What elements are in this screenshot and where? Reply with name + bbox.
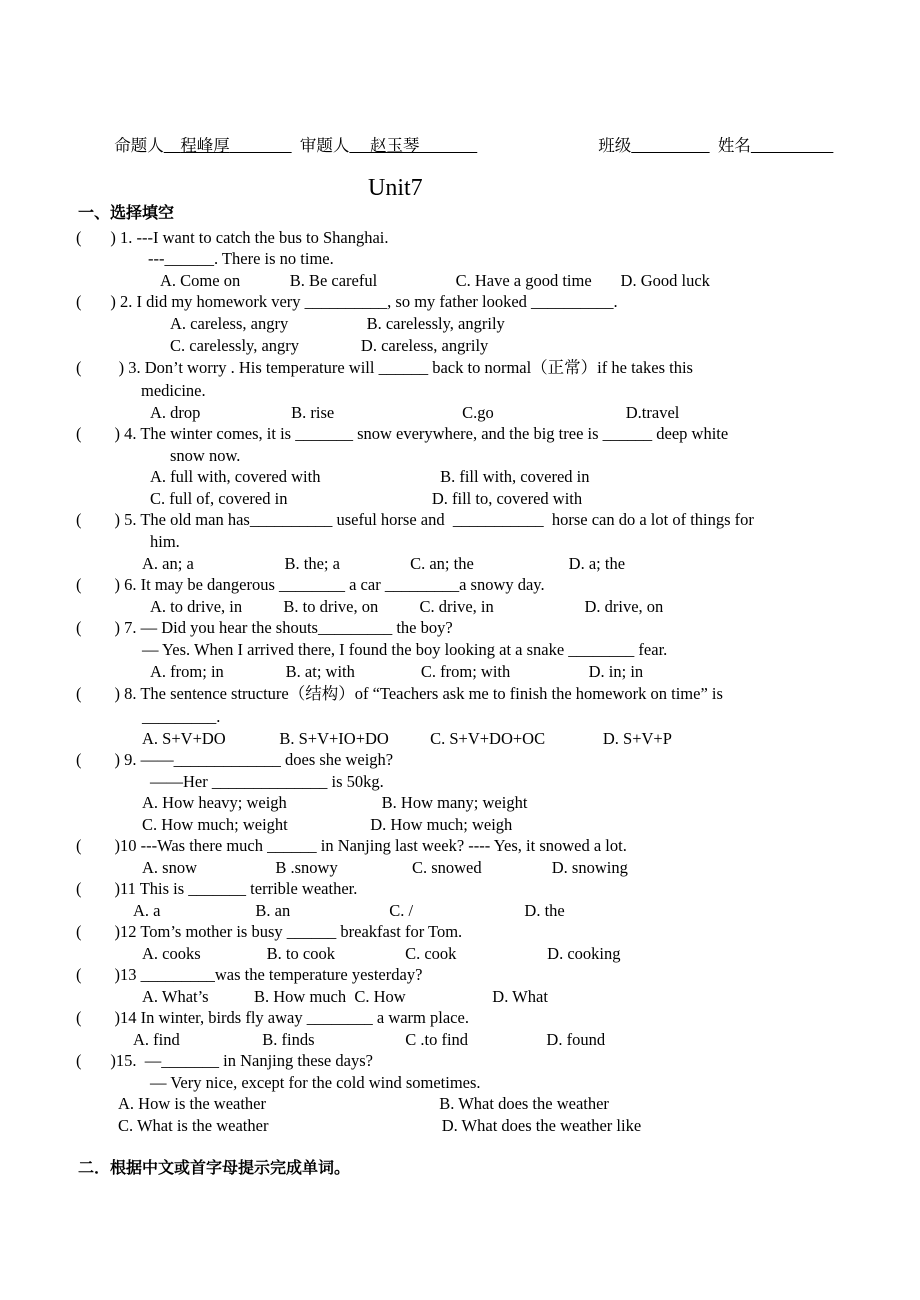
setter-label: 命题人 bbox=[114, 136, 164, 155]
question-5-options: A. an; a B. the; a C. an; the D. a; the bbox=[142, 554, 626, 573]
setter-name: 程峰厚 bbox=[180, 136, 230, 155]
reviewer-name-field bbox=[349, 136, 477, 155]
question-8-cont: _________. bbox=[142, 707, 221, 726]
question-8-options: A. S+V+DO B. S+V+IO+DO C. S+V+DO+OC D. S+V+P bbox=[142, 729, 672, 748]
question-8: ( ) 8. The sentence structure（结构）of “Teachers ask me to finish the homework on time” is bbox=[76, 684, 723, 703]
question-4-options-b: C. full of, covered in D. fill to, covered with bbox=[150, 489, 583, 508]
question-9-reply: ——Her ______________ is 50kg. bbox=[150, 772, 384, 791]
question-1: ( ) 1. ---I want to catch the bus to Shanghai. bbox=[76, 228, 389, 247]
section-2-heading-text: 二．根据中文或首字母提示完成单词。 bbox=[78, 1160, 351, 1177]
question-3: ( ) 3. Don’t worry . His temperature will ______ back to normal（正常）if he takes this bbox=[76, 358, 693, 377]
question-11-options: A. a B. an C. / D. the bbox=[133, 901, 565, 920]
name-field[interactable] bbox=[751, 136, 834, 155]
question-9-options-b: C. How much; weight D. How much; weigh bbox=[142, 815, 513, 834]
question-9-options-a: A. How heavy; weigh B. How many; weight bbox=[142, 793, 528, 812]
question-2-options-a: A. careless, angry B. carelessly, angrily bbox=[170, 314, 505, 333]
question-11: ( )11 This is _______ terrible weather. bbox=[76, 879, 358, 898]
question-2: ( ) 2. I did my homework very __________, so my father looked __________. bbox=[76, 292, 618, 311]
question-4: ( ) 4. The winter comes, it is _______ snow everywhere, and the big tree is ______ deep white bbox=[76, 424, 729, 443]
question-14: ( )14 In winter, birds fly away ________ a warm place. bbox=[76, 1008, 469, 1027]
class-field[interactable] bbox=[631, 136, 709, 155]
question-9: ( ) 9. ——_____________ does she weigh? bbox=[76, 750, 394, 769]
question-5: ( ) 5. The old man has__________ useful horse and ___________ horse can do a lot of things for bbox=[76, 510, 754, 529]
question-14-options: A. find B. finds C .to find D. found bbox=[133, 1030, 606, 1049]
question-15-reply: — Very nice, except for the cold wind sometimes. bbox=[150, 1073, 481, 1092]
question-1-options: A. Come on B. Be careful C. Have a good time D. Good luck bbox=[160, 271, 710, 290]
section-1-heading: 一、选择填空 bbox=[78, 205, 175, 222]
question-10: ( )10 ---Was there much ______ in Nanjing last week? ---- Yes, it snowed a lot. bbox=[76, 836, 627, 855]
page-title: Unit7 bbox=[368, 175, 423, 201]
question-6: ( ) 6. It may be dangerous ________ a car _________a snowy day. bbox=[76, 575, 545, 594]
question-13: ( )13 _________was the temperature yesterday? bbox=[76, 965, 423, 984]
reviewer-name: 赵玉琴 bbox=[370, 136, 420, 155]
reviewer-label: 审题人 bbox=[299, 136, 350, 155]
question-7-options: A. from; in B. at; with C. from; with D. in; in bbox=[150, 662, 644, 681]
exam-header bbox=[106, 116, 477, 156]
question-15: ( )15. —_______ in Nanjing these days? bbox=[76, 1051, 373, 1070]
question-6-options: A. to drive, in B. to drive, on C. drive, in D. drive, on bbox=[150, 597, 664, 616]
setter-name-field bbox=[164, 136, 292, 155]
question-4-options-a: A. full with, covered with B. fill with, covered in bbox=[150, 467, 590, 486]
section-2-heading bbox=[78, 1159, 350, 1179]
question-12: ( )12 Tom’s mother is busy ______ breakfast for Tom. bbox=[76, 922, 463, 941]
question-12-options: A. cooks B. to cook C. cook D. cooking bbox=[142, 944, 621, 963]
question-7-reply: — Yes. When I arrived there, I found the boy looking at a snake ________ fear. bbox=[142, 640, 668, 659]
question-2-options-b: C. carelessly, angry D. careless, angrily bbox=[170, 336, 489, 355]
question-3-options: A. drop B. rise C.go D.travel bbox=[150, 403, 680, 422]
name-label: 姓名 bbox=[717, 136, 751, 155]
question-15-options-b: C. What is the weather D. What does the weather like bbox=[118, 1116, 642, 1135]
student-info bbox=[590, 116, 833, 156]
question-10-options: A. snow B .snowy C. snowed D. snowing bbox=[142, 858, 628, 877]
question-4-cont: snow now. bbox=[170, 446, 241, 465]
question-15-options-a: A. How is the weather B. What does the weather bbox=[118, 1094, 609, 1113]
question-3-cont: medicine. bbox=[141, 381, 206, 400]
question-1-reply: ---______. There is no time. bbox=[148, 249, 334, 268]
question-5-cont: him. bbox=[150, 532, 180, 551]
class-label: 班级 bbox=[598, 136, 632, 155]
question-13-options: A. What’s B. How much C. How D. What bbox=[142, 987, 548, 1006]
question-7: ( ) 7. — Did you hear the shouts_________ the boy? bbox=[76, 618, 453, 637]
